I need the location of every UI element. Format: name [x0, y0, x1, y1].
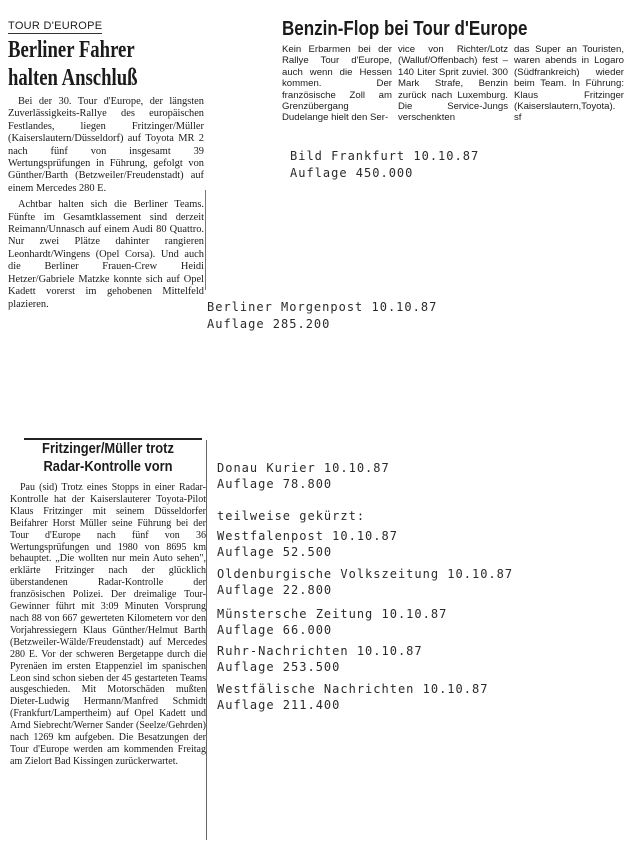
clipping-benzin-flop	[282, 18, 624, 128]
typed-ruhr-line2: Auflage 253.500	[217, 660, 341, 674]
clipping1-side-rule	[205, 190, 206, 290]
clipping-berliner-fahrer	[8, 16, 204, 344]
clipping-fritzinger-mueller	[10, 440, 206, 840]
clipping3-headline-line1: Fritzinger/Müller trotz	[42, 440, 174, 457]
typed-westfaelische-line1: Westfälische Nachrichten 10.10.87	[217, 682, 489, 696]
typed-donau-line1: Donau Kurier 10.10.87	[217, 461, 390, 475]
clipping1-headline-line1: Berliner Fahrer	[8, 37, 135, 63]
clipping1-kicker: TOUR D'EUROPE	[8, 20, 103, 32]
typed-oldenburg-line2: Auflage 22.800	[217, 583, 333, 597]
clipping1-headline-line2: halten Anschluß	[8, 65, 138, 91]
typed-teilweise-gekuerzt: teilweise gekürzt:	[217, 509, 366, 523]
typed-bild-line1: Bild Frankfurt 10.10.87	[290, 149, 480, 163]
typed-westfalenpost-line2: Auflage 52.500	[217, 545, 333, 559]
clipping2-column-2: vice von Richter/Lotz (Walluf/Offenbach) fest – 140 Liter Sprit zuviel. 300 Mark Strafe, Benzin zurück nach Luxemburg. Die Service-Jungs verschenkten	[398, 44, 508, 124]
clipping2-column-3: das Super an Touristen, waren abends in Logaro (Südfrankreich) wieder beim Team. In Führung: Klaus Fritzinger (Kaiserslautern,Toyota). sf	[514, 44, 624, 124]
typed-muenster-line2: Auflage 66.000	[217, 623, 333, 637]
clipping2-column-1: Kein Erbarmen bei der Rallye Tour d'Europe, auch wenn die Hessen kommen. Der französische Zoll am Grenzübergang Dudelange hielt den Ser-	[282, 44, 392, 124]
typed-morgenpost-line2: Auflage 285.200	[207, 317, 331, 331]
typed-muenster-line1: Münstersche Zeitung 10.10.87	[217, 607, 448, 621]
typed-ruhr-line1: Ruhr-Nachrichten 10.10.87	[217, 644, 423, 658]
clipping3-body: Pau (sid) Trotz eines Stopps in einer Radar-Kontrolle hat der Kaiserslauterer Toyota-Pilot Klaus Fritzinger mit seinem Düsseldorfer Beifahrer Horst Müller seine Führung bei der Tour d'Europe nach fünf von 36 Wertungsprüfungen und 1980 von 8695 km behauptet. „Die wollten nur mein Auto sehen", erklärte Fritzinger nach der glücklich überstandenen Radar-Kontrolle der französischen Polizei. Der dreimalige Tour-Gewinner führt mit 3:09 Minuten Vorsprung nach 88 von 667 gewerteten Kilometern vor den Vorjahressiegern Klaus Günther/Helmut Barth (Betzweiler-Wälde/Freudenstadt) auf Mercedes 280 E. Vor der schweren Bergetappe durch die Pyrenäen im ersten Etappenziel im spanischen Leon sind schon sieben der 45 gestarteten Teams ausgeschieden. Mit Motorschäden mußten Dieter-Ludwig Hermann/Manfred Schmidt (Frankfurt/Lampertheim) auf Opel Kadett und Arnd Siebrecht/Werner Sander (Seelze/Gehrden) nach 1269 km aufgeben. Die Besatzungen der Tour d'Europe werden am kommenden Freitag am Zielort Bad Kissingen zurückerwartet.	[10, 482, 206, 767]
typed-oldenburg-line1: Oldenburgische Volkszeitung 10.10.87	[217, 567, 514, 581]
clipping2-headline: Benzin-Flop bei Tour d'Europe	[282, 18, 528, 40]
typed-morgenpost-line1: Berliner Morgenpost 10.10.87	[207, 300, 438, 314]
clipping3-side-rule	[206, 440, 207, 840]
typed-bild-line2: Auflage 450.000	[290, 166, 414, 180]
clipping3-headline-line2: Radar-Kontrolle vorn	[43, 458, 173, 475]
typed-westfaelische-line2: Auflage 211.400	[217, 698, 341, 712]
clipping1-paragraph-1: Bei der 30. Tour d'Europe, der längsten Zuverlässigkeits-Rallye des europäischen Festlandes, liegen Fritzinger/Müller (Kaiserslautern/Düsseldorf) auf Toyota MR 2 nach fünf von insgesamt 39 Wertungsprüfungen in Führung, gefolgt von Günther/Barth (Betzweiler/Freudenstadt) auf einem Mercedes 280 E.	[8, 96, 204, 194]
typed-westfalenpost-line1: Westfalenpost 10.10.87	[217, 529, 398, 543]
typed-donau-line2: Auflage 78.800	[217, 477, 333, 491]
clipping1-paragraph-2: Achtbar halten sich die Berliner Teams. Fünfte im Gesamtklassement sind derzeit Reimann/Unnasch auf einem Audi 80 Quattro. Nur zwei Plätze dahinter rangieren Leonhardt/Wingens (Opel Corsa). Und auch die Berliner Frauen-Crew Heidi Hetzer/Gabriele Matzke konnte sich auf Opel Kadett vorerst im gehobenen Mittelfeld plazieren.	[8, 199, 204, 310]
